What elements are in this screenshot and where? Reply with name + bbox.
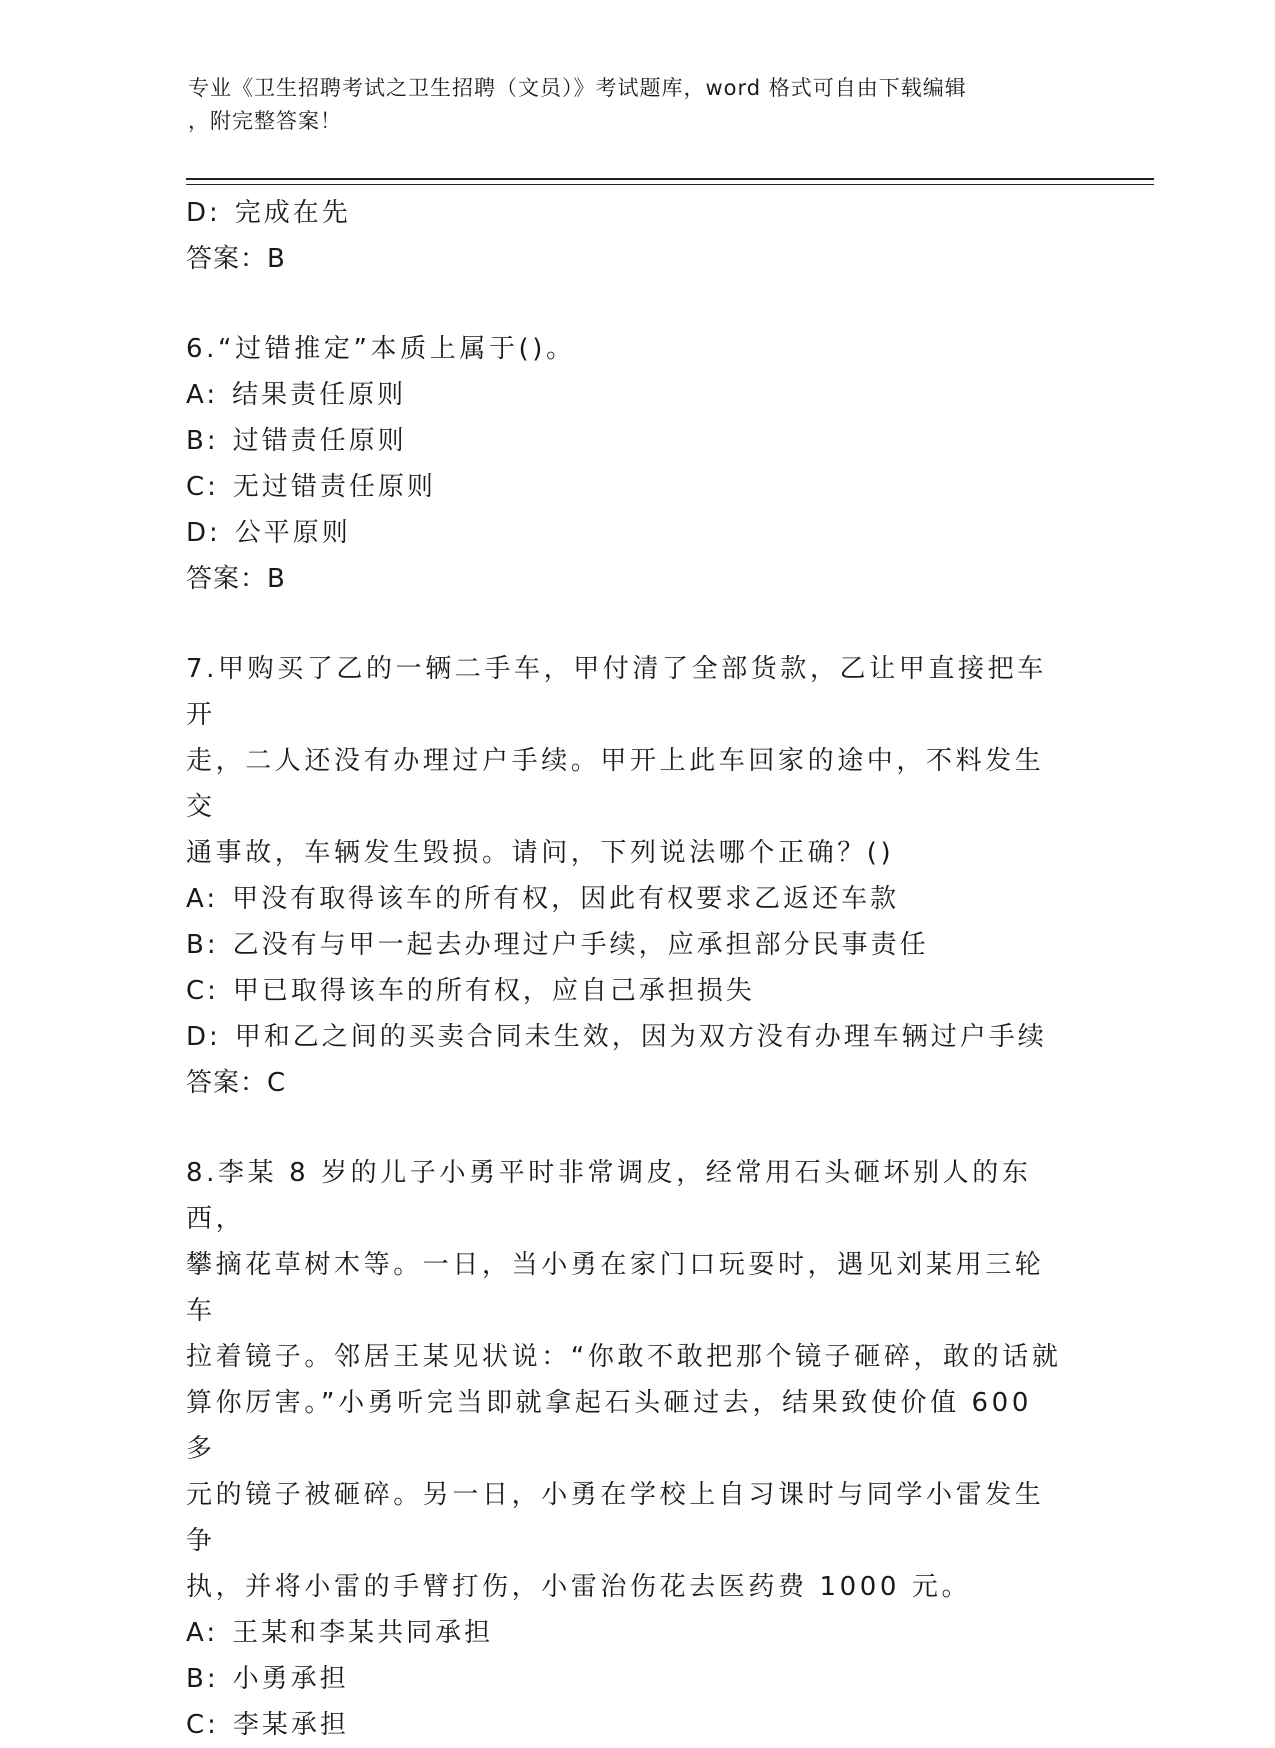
option-text: 乙没有与甲一起去办理过户手续，应承担部分民事责任 [232, 930, 929, 960]
answer-line: 答案：B [186, 244, 286, 274]
option-c [186, 1702, 1066, 1748]
document-body [186, 190, 1066, 1748]
question-line: 拉着镜子。邻居王某见状说：“你敢不敢把那个镜子砸碎，敢的话就 [186, 1342, 1062, 1372]
answer-line: 答案：B [186, 564, 286, 594]
option-b [186, 418, 1066, 464]
question-8 [186, 1150, 1066, 1748]
option-a [186, 1610, 1066, 1656]
question-line: 算你厉害。”小勇听完当即就拿起石头砸过去，结果致使价值 600 多 [186, 1388, 1032, 1464]
document-header [188, 72, 1068, 138]
answer-line: 答案：C [186, 1068, 287, 1098]
option-text: 过错责任原则 [232, 426, 407, 456]
question-line: 攀摘花草树木等。一日，当小勇在家门口玩耍时，遇见刘某用三轮车 [186, 1250, 1045, 1326]
option-letter: C: [186, 1710, 219, 1740]
option-d [186, 1014, 1066, 1060]
option-c [186, 464, 1066, 510]
option-text: 甲和乙之间的买卖合同未生效，因为双方没有办理车辆过户手续 [234, 1022, 1047, 1052]
option-text: 王某和李某共同承担 [232, 1618, 494, 1648]
option-text: 甲没有取得该车的所有权，因此有权要求乙返还车款 [232, 884, 900, 914]
option-text: 小勇承担 [232, 1664, 349, 1694]
question-line: 走，二人还没有办理过户手续。甲开上此车回家的途中，不料发生交 [186, 746, 1045, 822]
header-line-2: ，附完整答案！ [188, 109, 342, 133]
option-letter: B: [186, 426, 219, 456]
question-6 [186, 326, 1066, 602]
option-a [186, 876, 1066, 922]
option-c [186, 968, 1066, 1014]
option-text: 无过错责任原则 [232, 472, 436, 502]
option-letter: C: [186, 976, 219, 1006]
question-7 [186, 646, 1066, 1106]
question-text [186, 326, 1066, 372]
question-line: 通事故，车辆发生毁损。请问，下列说法哪个正确？() [186, 838, 895, 868]
question-line: 6.“过错推定”本质上属于()。 [186, 334, 576, 364]
option-letter: D: [186, 198, 221, 228]
header-divider-thin [186, 184, 1154, 185]
question-line: 元的镜子被砸碎。另一日，小勇在学校上自习课时与同学小雷发生争 [186, 1480, 1045, 1556]
option-text: 公平原则 [234, 518, 351, 548]
question-line: 7.甲购买了乙的一辆二手车，甲付清了全部货款，乙让甲直接把车开 [186, 654, 1047, 730]
option-letter: A: [186, 380, 219, 410]
option-letter: D: [186, 1022, 221, 1052]
question-text [186, 1150, 1066, 1610]
question-line: 8.李某 8 岁的儿子小勇平时非常调皮，经常用石头砸坏别人的东西， [186, 1158, 1032, 1234]
header-line-1: 专业《卫生招聘考试之卫生招聘（文员）》考试题库，word 格式可自由下载编辑 [188, 76, 967, 100]
option-text: 甲已取得该车的所有权，应自己承担损失 [232, 976, 755, 1006]
question-line: 执，并将小雷的手臂打伤，小雷治伤花去医药费 1000 元。 [186, 1572, 972, 1602]
option-d [186, 190, 1066, 236]
question-text [186, 646, 1066, 876]
option-a [186, 372, 1066, 418]
option-b [186, 922, 1066, 968]
option-letter: A: [186, 1618, 219, 1648]
option-b [186, 1656, 1066, 1702]
option-text: 李某承担 [232, 1710, 349, 1740]
option-letter: A: [186, 884, 219, 914]
option-letter: C: [186, 472, 219, 502]
option-d [186, 510, 1066, 556]
header-divider-thick [186, 178, 1154, 180]
option-text: 结果责任原则 [232, 380, 407, 410]
option-letter: B: [186, 1664, 219, 1694]
option-letter: D: [186, 518, 221, 548]
option-text: 完成在先 [234, 198, 351, 228]
option-letter: B: [186, 930, 219, 960]
